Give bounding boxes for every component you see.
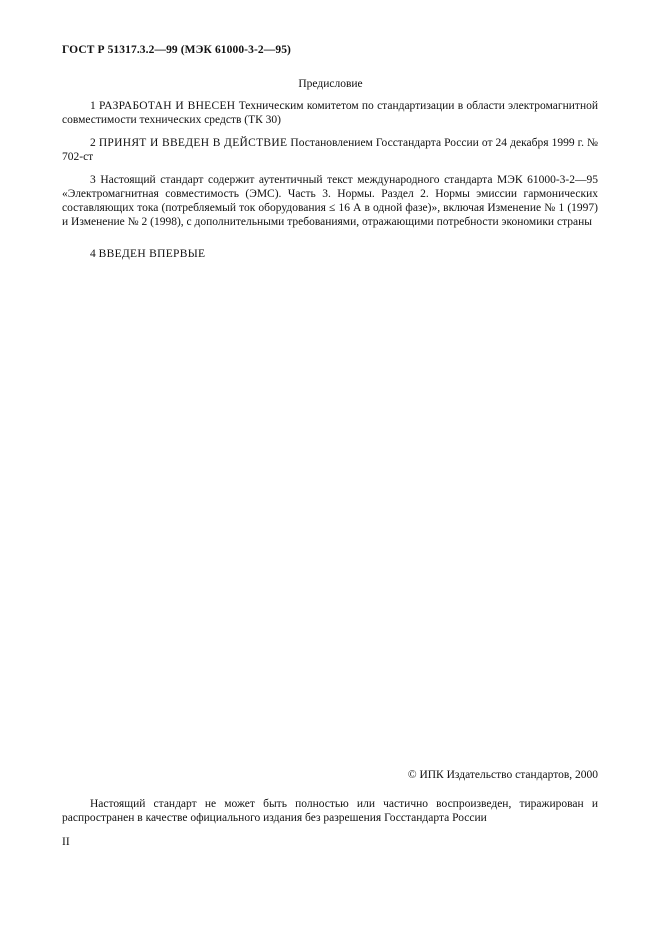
- reproduction-notice: Настоящий стандарт не может быть полностью или частично воспроизведен, тиражирован и распространен в качестве официального издания без разрешения Госстандарта России: [62, 798, 598, 824]
- item-number: 1: [90, 100, 96, 112]
- page-number: II: [62, 836, 70, 848]
- item-caps: ВВЕДЕН ВПЕРВЫЕ: [98, 248, 206, 260]
- item-text: Техническим комитетом по стандартизации в области электромагнитной совместимости технических средств (ТК 30): [62, 100, 598, 126]
- preface-title: Предисловие: [298, 78, 363, 90]
- item-number: 2: [90, 137, 96, 149]
- item-number: 3: [90, 174, 96, 186]
- copyright-line: © ИПК Издательство стандартов, 2000: [407, 769, 598, 781]
- preface-item-1: [62, 99, 598, 127]
- item-caps: РАЗРАБОТАН И ВНЕСЕН: [99, 100, 236, 112]
- item-text: Настоящий стандарт содержит аутентичный текст международного стандарта МЭК 61000-3-2—95 «Электромагнитная совместимость (ЭМС). Часть 3. Нормы. Раздел 2. Нормы эмиссии гармонических составляющих тока (потребляемый ток оборудования ≤ 16 А в одной фазе)», включая Изменение № 1 (1997) и Изменение № 2 (1998), с дополнительными требованиями, отражающими потребности экономики страны: [62, 174, 598, 228]
- item-number: 4: [90, 248, 96, 260]
- preface-item-2: [62, 136, 598, 164]
- preface-item-3: [62, 173, 598, 229]
- document-id: ГОСТ Р 51317.3.2—99 (МЭК 61000-3-2—95): [62, 44, 291, 56]
- preface-item-4: [62, 247, 598, 261]
- item-text: Постановлением Госстандарта России от 24 декабря 1999 г. № 702-ст: [62, 137, 598, 163]
- item-caps: ПРИНЯТ И ВВЕДЕН В ДЕЙСТВИЕ: [98, 137, 288, 149]
